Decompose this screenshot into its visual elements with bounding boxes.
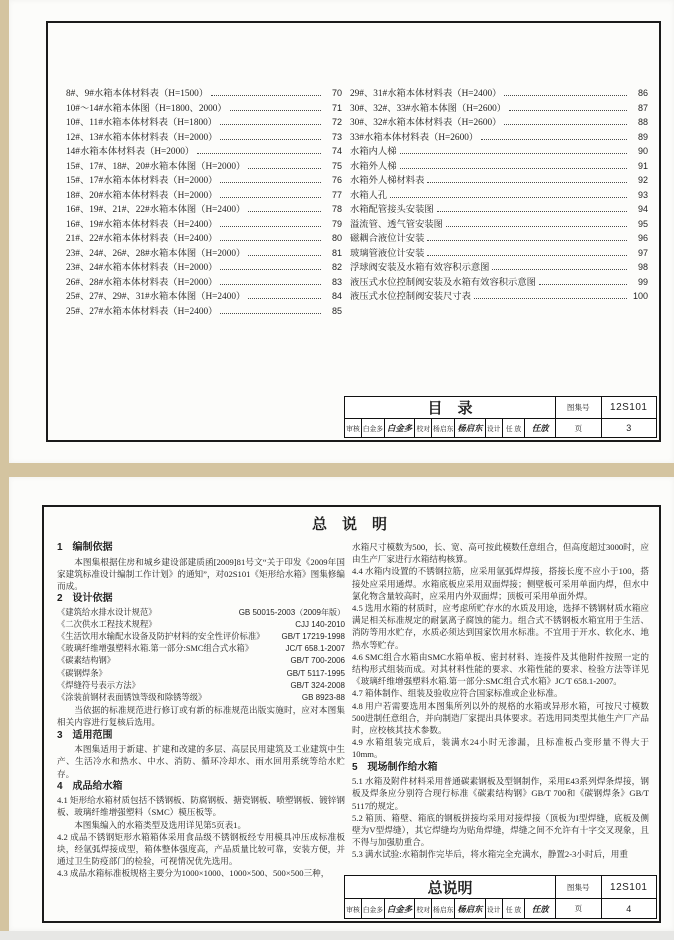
text-block-body: 4.8 用户若需要选用本图集所列以外的规格的水箱或异形水箱，可按尺寸模数500进制任意组合，并向制造厂家提出具体要求。若选用同类型其他生产厂产品时，应校核其技术参数。 xyxy=(352,700,649,736)
toc-entry-page: 81 xyxy=(331,247,342,258)
text-block xyxy=(57,794,345,818)
text-block-body: 5.3 满水试验:水箱制作完毕后，将水箱完全充满水，静置2-3小时后，用重 xyxy=(352,849,628,860)
toc-entry xyxy=(66,115,342,130)
text-block xyxy=(57,704,345,728)
toc-entry xyxy=(350,275,648,290)
signature-cell xyxy=(345,899,361,918)
text-block-body: 本图集编入的水箱类型及选用详见第5页表1。 xyxy=(74,819,247,830)
atlas-number-label: 图集号 xyxy=(555,397,601,418)
text-block xyxy=(57,819,345,831)
signature-cell xyxy=(454,899,484,918)
toc-entry-page: 96 xyxy=(637,233,648,243)
signature-text: 杨启东 xyxy=(433,906,454,914)
text-block xyxy=(57,619,345,631)
text-block xyxy=(57,592,345,607)
toc-dot-leader xyxy=(220,124,321,125)
signature-text: 白金多 xyxy=(387,423,413,434)
toc-entry-title: 磁耦合液位计安装 xyxy=(350,234,425,244)
notes-column-right xyxy=(352,541,649,861)
signature-text: 校对 xyxy=(416,426,431,434)
toc-entry-page: 98 xyxy=(637,262,648,272)
toc-entry xyxy=(350,159,648,174)
signature-cell xyxy=(431,419,454,437)
text-block-body: 《涂装前钢材表面锈蚀等级和除锈等级》 xyxy=(57,693,207,703)
toc-entry-title: 液压式水位控制阀安装及水箱有效容积示意图 xyxy=(350,277,536,288)
toc-entry xyxy=(66,101,342,116)
toc-entry-page: 80 xyxy=(331,233,342,243)
toc-entry-page: 99 xyxy=(637,276,648,287)
text-block-body: 2 设计依据 xyxy=(57,593,113,605)
titleblock-top-row xyxy=(345,876,656,898)
toc-dot-leader xyxy=(211,95,321,96)
toc-dot-leader xyxy=(220,226,321,227)
standard-code: GB 50015-2003（2009年版） xyxy=(238,607,345,617)
toc-dot-leader xyxy=(504,124,627,125)
text-block-body: 4.3 成品水箱标准板规格主要分为1000×1000、1000×500、500×500三种， xyxy=(57,868,330,879)
page-number-label: 页 xyxy=(555,419,601,437)
toc-dot-leader xyxy=(220,182,321,183)
toc-entry-title: 8#、9#水箱本体材料表（H=1500） xyxy=(66,89,209,99)
toc-entry-title: 液压式水位控制阀安装尺寸表 xyxy=(350,292,471,302)
toc-entry xyxy=(66,159,342,174)
toc-entry xyxy=(66,202,342,217)
toc-entry-page: 70 xyxy=(331,88,342,98)
toc-entry-page: 71 xyxy=(331,102,342,113)
general-notes-heading: 总 说 明 xyxy=(311,516,387,533)
text-block-body: 5.2 箱顶、箱壁、箱底的钢板拼接均采用对接焊接（顶板为I型焊缝，底板及侧壁为V型焊缝），其它焊缝均为贴角焊缝，焊缝之间不允许有十字交叉现象，且不得与加强肋重合。 xyxy=(352,812,649,848)
toc-dot-leader xyxy=(427,182,627,183)
text-block xyxy=(57,668,345,680)
titleblock-signature-row xyxy=(345,418,656,437)
toc-entry-page: 75 xyxy=(331,160,342,171)
toc-entry-page: 74 xyxy=(331,146,342,156)
toc-entry-page: 91 xyxy=(637,160,648,171)
toc-page-paper xyxy=(9,0,674,463)
atlas-number-value: 12S101 xyxy=(601,876,656,898)
toc-entry xyxy=(66,173,342,188)
signature-cell xyxy=(524,899,554,918)
text-block xyxy=(352,700,649,737)
signature-cells xyxy=(345,419,555,437)
toc-entry-title: 水箱配管接头安装图 xyxy=(350,205,434,215)
toc-column-left xyxy=(66,86,342,318)
toc-dot-leader xyxy=(220,139,321,140)
text-block-body: 《碳钢焊条》 xyxy=(57,668,107,678)
page-number-label: 页 xyxy=(555,899,601,918)
signature-text: 白金多 xyxy=(362,906,384,914)
toc-dot-leader xyxy=(197,153,321,154)
titleblock-toc xyxy=(344,396,657,438)
toc-entry-title: 23#、24#水箱本体材料表（H=2000） xyxy=(66,263,218,273)
text-block-body: 4.2 成品不锈钢矩形水箱箱体采用食品级不锈钢板经专用模具冲压成标准板块，经氩弧焊接成型，箱体整体强度高，产品质量比较可靠，安装方便，并通过卫生防疫部门的检验，可视情况优先选用。 xyxy=(57,831,345,867)
text-block-body: 4.7 箱体制作、组装及验收应符合国家标准或企业标准。 xyxy=(352,688,563,699)
standard-code: CJJ 140-2010 xyxy=(295,619,345,629)
toc-entry-page: 92 xyxy=(637,175,648,185)
titleblock-top-row xyxy=(345,397,656,418)
text-block-body: 1 编制依据 xyxy=(57,542,113,553)
text-block xyxy=(352,565,649,602)
scan-gap-between-pages xyxy=(0,463,674,477)
toc-entry xyxy=(350,144,648,159)
text-block-body: 《焊缝符号表示方法》 xyxy=(57,680,140,690)
toc-entry-page: 79 xyxy=(331,218,342,229)
titleblock-title: 总说明 xyxy=(427,879,473,897)
toc-entry-title: 水箱外人梯材料表 xyxy=(350,176,425,186)
text-block-body: 4.1 矩形给水箱材质包括不锈钢板、防腐钢板、搪瓷钢板、喷塑钢板、镀锌钢板、玻璃纤维增强塑料（SMC）模压板等。 xyxy=(57,795,345,818)
toc-entry-page: 73 xyxy=(331,131,342,142)
toc-entry xyxy=(350,260,648,275)
toc-entry-title: 15#、17#、18#、20#水箱本体图（H=2000） xyxy=(66,161,246,172)
toc-entry xyxy=(350,130,648,145)
text-block-body: 4.4 水箱内设置的不锈钢拉筋，应采用氩弧焊焊接，搭接长度不应小于100，搭接处应采用通焊。水箱底板应采用双面焊接；侧壁板可采用单面内焊，但水中氯化物含量较高时，应采用内外双面焊；顶板可采用单面外焊。 xyxy=(352,566,649,601)
standard-code: GB 8923-88 xyxy=(301,693,345,703)
toc-entry xyxy=(66,289,342,304)
toc-entry xyxy=(350,231,648,246)
toc-dot-leader xyxy=(509,110,627,111)
signature-cell xyxy=(384,419,414,437)
toc-entry-title: 12#、13#水箱本体材料表（H=2000） xyxy=(66,132,218,143)
signature-cell xyxy=(361,419,384,437)
toc-entry-page: 95 xyxy=(637,218,648,229)
text-block-body: 《碳素结构钢》 xyxy=(57,656,116,666)
toc-dot-leader xyxy=(248,255,321,256)
text-block-body: 《二次供水工程技术规程》 xyxy=(57,619,157,629)
signature-cell xyxy=(345,419,361,437)
text-block xyxy=(57,692,345,704)
signature-text: 白金多 xyxy=(387,903,413,914)
toc-dot-leader xyxy=(481,139,627,140)
toc-entry xyxy=(350,217,648,232)
text-block-body: 3 适用范围 xyxy=(57,729,113,741)
titleblock-notes xyxy=(344,875,657,919)
toc-column-right xyxy=(350,86,648,304)
signature-cell xyxy=(431,899,454,918)
toc-entry-title: 水箱内人梯 xyxy=(350,147,397,157)
toc-entry-page: 84 xyxy=(331,291,342,301)
toc-entry xyxy=(66,217,342,232)
toc-dot-leader xyxy=(248,298,321,299)
toc-entry-title: 浮球阀安装及水箱有效容积示意图 xyxy=(350,263,490,273)
toc-entry xyxy=(350,246,648,261)
toc-entry xyxy=(66,304,342,319)
signature-cell xyxy=(502,419,525,437)
text-block xyxy=(57,743,345,780)
standard-code: GB/T 700-2006 xyxy=(290,656,345,666)
toc-entry-page: 77 xyxy=(331,189,342,200)
toc-dot-leader xyxy=(220,313,321,314)
notes-page-paper xyxy=(9,477,674,931)
toc-entry xyxy=(350,101,648,116)
text-block-body: 《建筑给水排水设计规范》 xyxy=(57,607,157,617)
signature-cell xyxy=(454,419,484,437)
toc-entry-page: 78 xyxy=(331,204,342,214)
signature-text: 审核 xyxy=(346,906,360,914)
signature-cells xyxy=(345,899,555,918)
toc-entry xyxy=(66,86,342,101)
toc-entry-title: 25#、27#水箱本体材料表（H=2400） xyxy=(66,306,218,317)
standard-code: GB/T 5117-1995 xyxy=(286,668,345,678)
toc-dot-leader xyxy=(248,211,321,212)
toc-entry-page: 100 xyxy=(632,291,648,301)
toc-dot-leader xyxy=(446,226,627,227)
text-block xyxy=(57,831,345,868)
toc-entry-page: 76 xyxy=(331,175,342,185)
toc-entry xyxy=(350,115,648,130)
toc-dot-leader xyxy=(437,211,627,212)
signature-text: 杨启东 xyxy=(457,423,483,434)
toc-entry-title: 23#、24#、26#、28#水箱本体图（H=2000） xyxy=(66,248,246,259)
scan-edge-bottom xyxy=(0,931,674,940)
toc-entry-title: 33#水箱本体材料表（H=2600） xyxy=(350,132,479,143)
text-block xyxy=(352,602,649,651)
standard-code: GB/T 17219-1998 xyxy=(281,632,345,642)
toc-entry-title: 10#～14#水箱本体图（H=1800、2000） xyxy=(66,103,227,114)
toc-entry xyxy=(66,260,342,275)
toc-entry-title: 26#、28#水箱本体材料表（H=2000） xyxy=(66,277,218,288)
text-block-body: 4.6 SMC组合水箱由SMC水箱单板、密封材料、连接件及其他附件按照一定的结构形式组装而成。对其材料性能的要求、水箱性能的要求、检验方法等详见《玻璃纤维增强塑料水箱.第一部分:SMC组合式水箱》JC/T 658.1-2007。 xyxy=(352,651,649,687)
toc-entry-page: 82 xyxy=(331,262,342,272)
toc-entry-page: 72 xyxy=(331,117,342,127)
text-block-body: 5.1 水箱及附件材料采用普通碳素钢板及型钢制作，采用E43系列焊条焊接，钢板及焊条应分别符合现行标准《碳素结构钢》GB/T 700和《碳钢焊条》GB/T 5117的规定。 xyxy=(352,776,649,811)
text-block xyxy=(57,541,345,556)
text-block xyxy=(57,729,345,744)
text-block xyxy=(57,780,345,795)
toc-entry-title: 30#、32#、33#水箱本体图（H=2600） xyxy=(350,103,507,114)
page-number-value: 4 xyxy=(601,899,656,918)
toc-dot-leader xyxy=(492,269,627,270)
signature-text: 杨启东 xyxy=(433,426,454,434)
text-block-body: 当依据的标准规范进行修订或有新的标准规范出版实施时，应对本图集相关内容进行复核后选用。 xyxy=(57,705,345,728)
page-number-value: 3 xyxy=(601,419,656,437)
toc-dot-leader xyxy=(400,153,628,154)
signature-text: 杨启东 xyxy=(457,903,483,914)
text-block xyxy=(352,651,649,688)
signature-text: 审核 xyxy=(346,426,360,434)
atlas-number-label: 图集号 xyxy=(555,876,601,898)
toc-entry xyxy=(350,173,648,188)
toc-entry xyxy=(350,86,648,101)
text-block xyxy=(57,643,345,655)
signature-cell xyxy=(361,899,384,918)
toc-entry-title: 玻璃管液位计安装 xyxy=(350,248,425,259)
text-block-body: 《生活饮用水输配水设备及防护材料的安全性评价标准》 xyxy=(57,632,265,642)
text-block xyxy=(57,680,345,692)
text-block-body: 4 成品给水箱 xyxy=(57,780,123,792)
notes-column-left xyxy=(57,541,345,880)
text-block-body: 本图集适用于新建、扩建和改建的多层、高层民用建筑及工业建筑中生产、生活冷水和热水、中水、消防、循环冷却水、雨水回用系统等给水贮存。 xyxy=(57,744,345,779)
toc-entry-page: 88 xyxy=(637,117,648,127)
toc-entry-page: 86 xyxy=(637,88,648,98)
toc-entry xyxy=(66,130,342,145)
toc-entry xyxy=(66,188,342,203)
toc-entry-page: 85 xyxy=(331,305,342,316)
text-block-body: 4.5 选用水箱的材质时，应考虑所贮存水的水质及用途，选择不锈钢材质水箱应满足相关标准规定的耐氯离子腐蚀的能力。组合式不锈钢板水箱宜用于生活、消防等用水贮存，水质必须达到国家饮用水标准。不宜用于开水、软化水、地热水等贮存。 xyxy=(352,603,649,650)
text-block xyxy=(352,736,649,760)
toc-entry-title: 25#、27#、29#、31#水箱本体图（H=2400） xyxy=(66,292,246,302)
toc-dot-leader xyxy=(220,284,321,285)
toc-dot-leader xyxy=(504,95,627,96)
signature-cell xyxy=(414,899,431,918)
toc-entry-title: 10#、11#水箱本体材料表（H=1800） xyxy=(66,118,218,128)
toc-entry xyxy=(66,144,342,159)
text-block-body: 水箱尺寸模数为500，长、宽、高可按此模数任意组合，但高度超过3000时，应由生产厂家进行水箱结构核算。 xyxy=(352,542,649,565)
toc-entry xyxy=(350,202,648,217)
toc-dot-leader xyxy=(427,240,627,241)
signature-text: 白金多 xyxy=(362,426,384,434)
atlas-number-value: 12S101 xyxy=(601,397,656,418)
toc-dot-leader xyxy=(220,269,321,270)
signature-text: 任 放 xyxy=(505,426,522,434)
titleblock-title: 目 录 xyxy=(427,400,473,418)
toc-entry xyxy=(66,275,342,290)
text-block-body: 本图集根据住房和城乡建设部建质函[2009]81号文“关于印发《2009年国家建筑标准设计编制工作计划》的通知”，对02S101《矩形给水箱》图集修编而成。 xyxy=(57,556,345,591)
toc-entry-title: 水箱外人梯 xyxy=(350,161,397,172)
signature-text: 设计 xyxy=(486,906,501,914)
toc-entry xyxy=(66,246,342,261)
toc-entry-title: 16#、19#水箱本体材料表（H=2400） xyxy=(66,219,218,230)
toc-dot-leader xyxy=(427,255,627,256)
toc-dot-leader xyxy=(474,298,627,299)
text-block xyxy=(352,687,649,699)
toc-dot-leader xyxy=(230,110,321,111)
text-block xyxy=(352,775,649,812)
text-block xyxy=(352,812,649,849)
signature-text: 任放 xyxy=(531,903,549,914)
toc-entry-page: 93 xyxy=(637,189,648,200)
text-block xyxy=(57,607,345,619)
toc-dot-leader xyxy=(220,197,321,198)
toc-entry-title: 15#、17#水箱本体材料表（H=2000） xyxy=(66,176,218,186)
titleblock-signature-row xyxy=(345,898,656,918)
signature-cell xyxy=(502,899,525,918)
toc-dot-leader xyxy=(220,240,321,241)
text-block-body: 4.9 水箱组装完成后，装满水24小时无渗漏，且标准板凸变形量不得大于10mm。 xyxy=(352,737,649,760)
toc-entry-title: 14#水箱本体材料表（H=2000） xyxy=(66,147,195,157)
text-block xyxy=(352,541,649,565)
signature-cell xyxy=(384,899,414,918)
standard-code: JC/T 658.1-2007 xyxy=(285,644,345,654)
toc-entry-title: 水箱人孔 xyxy=(350,190,388,201)
toc-entry-page: 97 xyxy=(637,247,648,258)
toc-entry-page: 87 xyxy=(637,102,648,113)
toc-entry-page: 94 xyxy=(637,204,648,214)
text-block xyxy=(57,867,345,879)
text-block-body: 5 现场制作给水箱 xyxy=(352,761,438,773)
toc-entry-title: 18#、20#水箱本体材料表（H=2000） xyxy=(66,190,218,201)
signature-cell xyxy=(414,419,431,437)
toc-entry-title: 溢流管、透气管安装图 xyxy=(350,219,443,230)
toc-entry-page: 89 xyxy=(637,131,648,142)
text-block-body: 《玻璃纤维增强塑料水箱.第一部分:SMC组合式水箱》 xyxy=(57,644,254,654)
toc-entry xyxy=(350,289,648,304)
signature-text: 设计 xyxy=(486,426,501,434)
toc-entry-page: 90 xyxy=(637,146,648,156)
toc-dot-leader xyxy=(539,284,627,285)
signature-cell xyxy=(524,419,554,437)
signature-text: 任 放 xyxy=(505,906,522,914)
toc-dot-leader xyxy=(248,168,321,169)
toc-entry-title: 29#、31#水箱本体材料表（H=2400） xyxy=(350,89,502,99)
standard-code: GB/T 324-2008 xyxy=(290,680,345,690)
text-block xyxy=(352,761,649,776)
toc-entry xyxy=(350,188,648,203)
text-block xyxy=(57,655,345,667)
toc-entry-title: 16#、19#、21#、22#水箱本体图（H=2400） xyxy=(66,205,246,215)
toc-entry-page: 83 xyxy=(331,276,342,287)
signature-text: 任放 xyxy=(531,423,549,434)
toc-entry-title: 21#、22#水箱本体材料表（H=2400） xyxy=(66,234,218,244)
signature-cell xyxy=(485,899,502,918)
toc-entry-title: 30#、32#水箱本体材料表（H=2600） xyxy=(350,118,502,128)
text-block xyxy=(57,556,345,593)
toc-dot-leader xyxy=(390,197,627,198)
toc-entry xyxy=(66,231,342,246)
text-block xyxy=(57,631,345,643)
toc-dot-leader xyxy=(400,168,628,169)
signature-cell xyxy=(485,419,502,437)
text-block xyxy=(352,848,649,860)
signature-text: 校对 xyxy=(416,906,431,914)
